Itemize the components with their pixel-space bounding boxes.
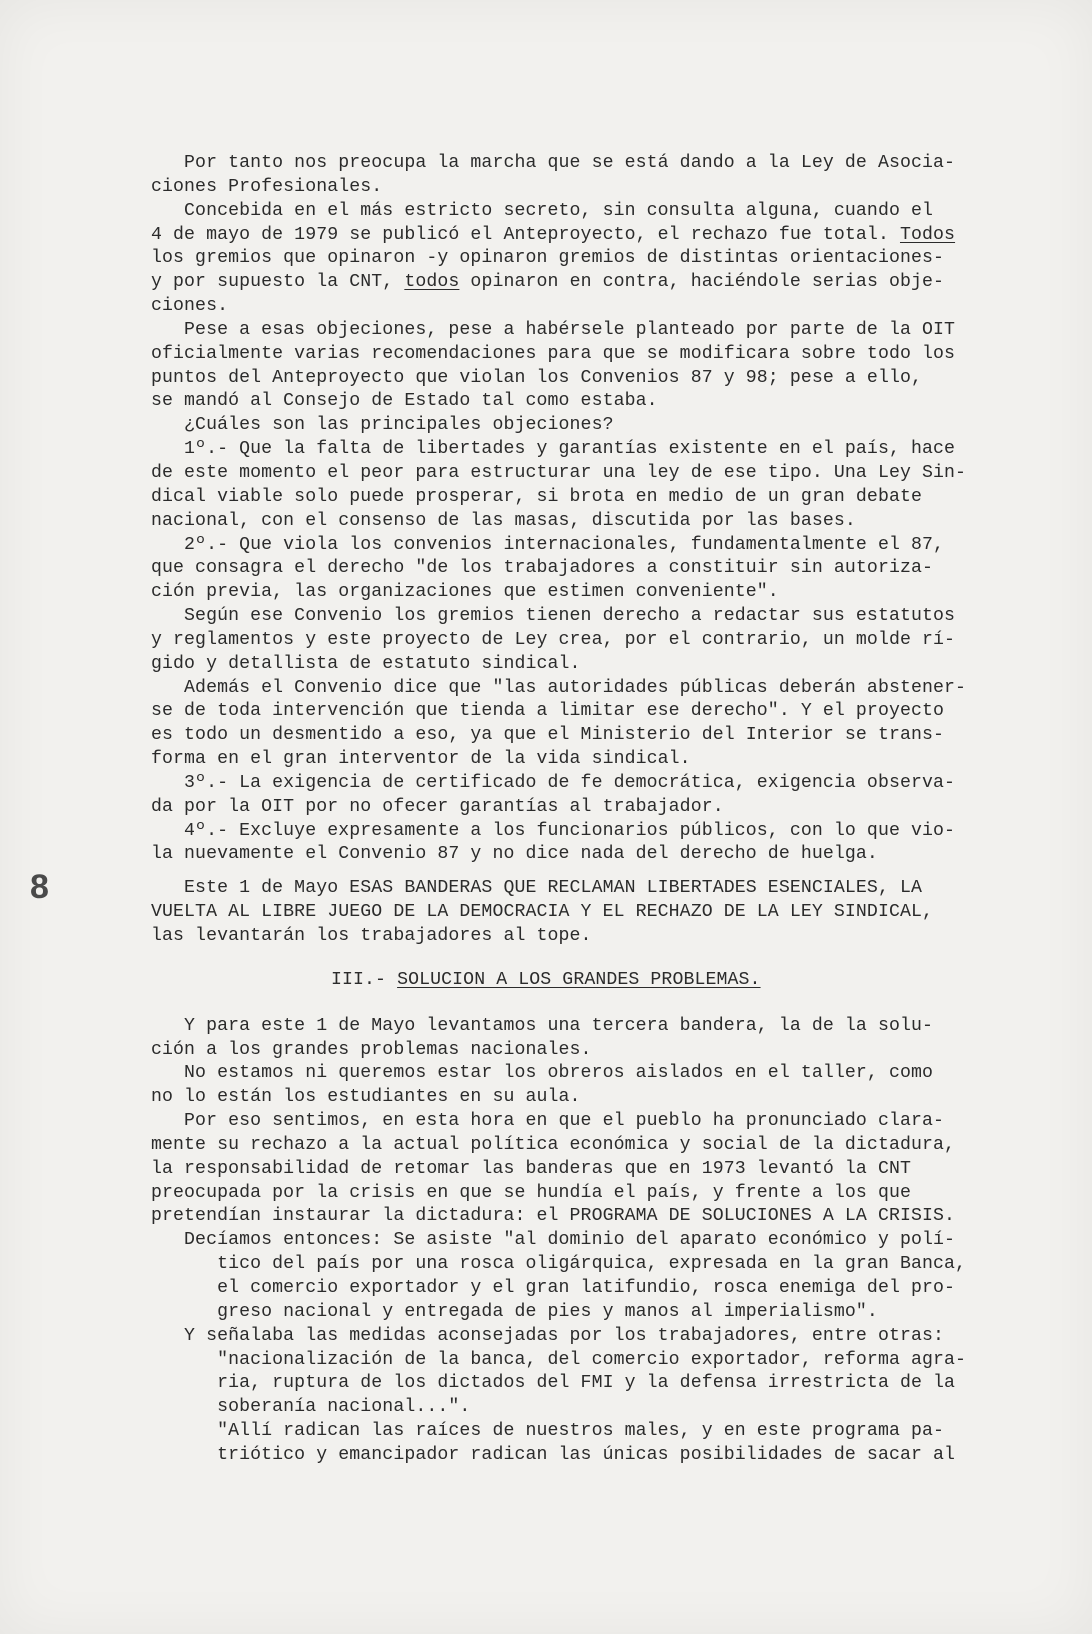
text-line: se de toda intervención que tienda a limitar ese derecho". Y el proyecto <box>151 701 945 722</box>
text-line: no lo están los estudiantes en su aula. <box>151 1087 581 1108</box>
text-line: Concebida en el más estricto secreto, sin consulta alguna, cuando el <box>151 200 934 221</box>
text-line: Pese a esas objeciones, pese a habérsele planteado por parte de la OIT <box>151 319 956 340</box>
paragraph-gap <box>151 949 1031 969</box>
text-line: nacional, con el consenso de las masas, discutida por las bases. <box>151 510 856 531</box>
text-line: Por eso sentimos, en esta hora en que el pueblo ha pronunciado clara- <box>151 1111 945 1132</box>
text-segment: opinaron en contra, haciéndole serias obje- <box>459 272 945 293</box>
text-line: 1º.- Que la falta de libertades y garantías existente en el país, hace <box>151 439 956 460</box>
text-line: Y para este 1 de Mayo levantamos una tercera bandera, la de la solu- <box>151 1015 934 1036</box>
text-line: 4º.- Excluye expresamente a los funcionarios públicos, con lo que vio- <box>151 820 956 841</box>
text-line: Decíamos entonces: Se asiste "al dominio del aparato económico y polí- <box>151 1230 956 1251</box>
text-line: la responsabilidad de retomar las banderas que en 1973 levantó la CNT <box>151 1158 911 1179</box>
text-line: 2º.- Que viola los convenios internacionales, fundamentalmente el 87, <box>151 534 945 555</box>
text-line: Según ese Convenio los gremios tienen derecho a redactar sus estatutos <box>151 606 956 627</box>
text-line: que consagra el derecho "de los trabajadores a constituir sin autoriza- <box>151 558 934 579</box>
text-line: se mandó al Consejo de Estado tal como estaba. <box>151 391 658 412</box>
section-heading <box>151 969 1031 993</box>
document-body <box>151 152 1031 1468</box>
page-number: 8 <box>30 868 49 906</box>
underlined-word: Todos <box>899 224 956 245</box>
underlined-word: todos <box>404 272 460 293</box>
text-line: soberanía nacional...". <box>151 1397 471 1418</box>
text-line: de este momento el peor para estructurar una ley de ese tipo. Una Ley Sin- <box>151 462 967 483</box>
text-line: "nacionalización de la banca, del comercio exportador, reforma agra- <box>151 1349 967 1370</box>
text-line: preocupada por la crisis en que se hundía el país, y frente a los que <box>151 1182 911 1203</box>
text-line: ción a los grandes problemas nacionales. <box>151 1039 592 1060</box>
text-line: los gremios que opinaron -y opinaron gremios de distintas orientaciones- <box>151 248 945 269</box>
text-line <box>151 224 1031 248</box>
text-line: las levantarán los trabajadores al tope. <box>151 926 592 946</box>
text-line: greso nacional y entregada de pies y manos al imperialismo". <box>151 1301 878 1322</box>
text-line: gido y detallista de estatuto sindical. <box>151 653 581 674</box>
text-line: oficialmente varias recomendaciones para que se modificara sobre todo los <box>151 343 956 364</box>
text-line: pretendían instaurar la dictadura: el PROGRAMA DE SOLUCIONES A LA CRISIS. <box>151 1206 956 1227</box>
paragraph-gap <box>151 993 1031 1015</box>
text-line: 3º.- La exigencia de certificado de fe democrática, exigencia observa- <box>151 772 956 793</box>
text-line: "Allí radican las raíces de nuestros males, y en este programa pa- <box>151 1421 945 1442</box>
section-number: III.- <box>331 969 398 990</box>
text-line: ciones Profesionales. <box>151 176 383 197</box>
text-line: Además el Convenio dice que "las autoridades públicas deberán abstener- <box>151 677 967 698</box>
text-line: No estamos ni queremos estar los obreros aislados en el taller, como <box>151 1063 934 1084</box>
text-line: ria, ruptura de los dictados del FMI y la defensa irrestricta de la <box>151 1373 956 1394</box>
text-line: forma en el gran interventor de la vida sindical. <box>151 749 691 770</box>
text-line: Este 1 de Mayo ESAS BANDERAS QUE RECLAMAN LIBERTADES ESENCIALES, LA <box>151 878 922 899</box>
text-line: mente su rechazo a la actual política económica y social de la dictadura, <box>151 1134 956 1155</box>
text-line: ciones. <box>151 296 229 317</box>
text-line: da por la OIT por no ofecer garantías al trabajador. <box>151 796 724 817</box>
text-line: ción previa, las organizaciones que estimen conveniente". <box>151 582 779 603</box>
text-line: el comercio exportador y el gran latifundio, rosca enemiga del pro- <box>151 1277 956 1298</box>
text-line: y reglamentos y este proyecto de Ley crea, por el contrario, un molde rí- <box>151 629 956 650</box>
text-line: Y señalaba las medidas aconsejadas por los trabajadores, entre otras: <box>151 1325 945 1346</box>
text-line: tico del país por una rosca oligárquica, expresada en la gran Banca, <box>151 1254 967 1275</box>
text-line: triótico y emancipador radican las únicas posibilidades de sacar al <box>151 1444 956 1465</box>
text-line: VUELTA AL LIBRE JUEGO DE LA DEMOCRACIA Y EL RECHAZO DE LA LEY SINDICAL, <box>151 902 934 923</box>
text-line: es todo un desmentido a eso, ya que el Ministerio del Interior se trans- <box>151 725 945 746</box>
text-line: ¿Cuáles son las principales objeciones? <box>151 415 614 436</box>
paragraph-gap <box>151 867 1031 877</box>
text-line: puntos del Anteproyecto que violan los Convenios 87 y 98; pese a ello, <box>151 367 922 388</box>
text-line: dical viable solo puede prosperar, si brota en medio de un gran debate <box>151 486 922 507</box>
text-line: la nuevamente el Convenio 87 y no dice nada del derecho de huelga. <box>151 844 878 865</box>
text-line: Por tanto nos preocupa la marcha que se está dando a la Ley de Asocia- <box>151 153 956 173</box>
text-segment: 4 de mayo de 1979 se publicó el Anteproyecto, el rechazo fue total. <box>151 224 900 245</box>
text-segment: y por supuesto la CNT, <box>151 272 405 293</box>
text-line <box>151 271 1031 295</box>
section-title: SOLUCION A LOS GRANDES PROBLEMAS. <box>397 969 761 990</box>
